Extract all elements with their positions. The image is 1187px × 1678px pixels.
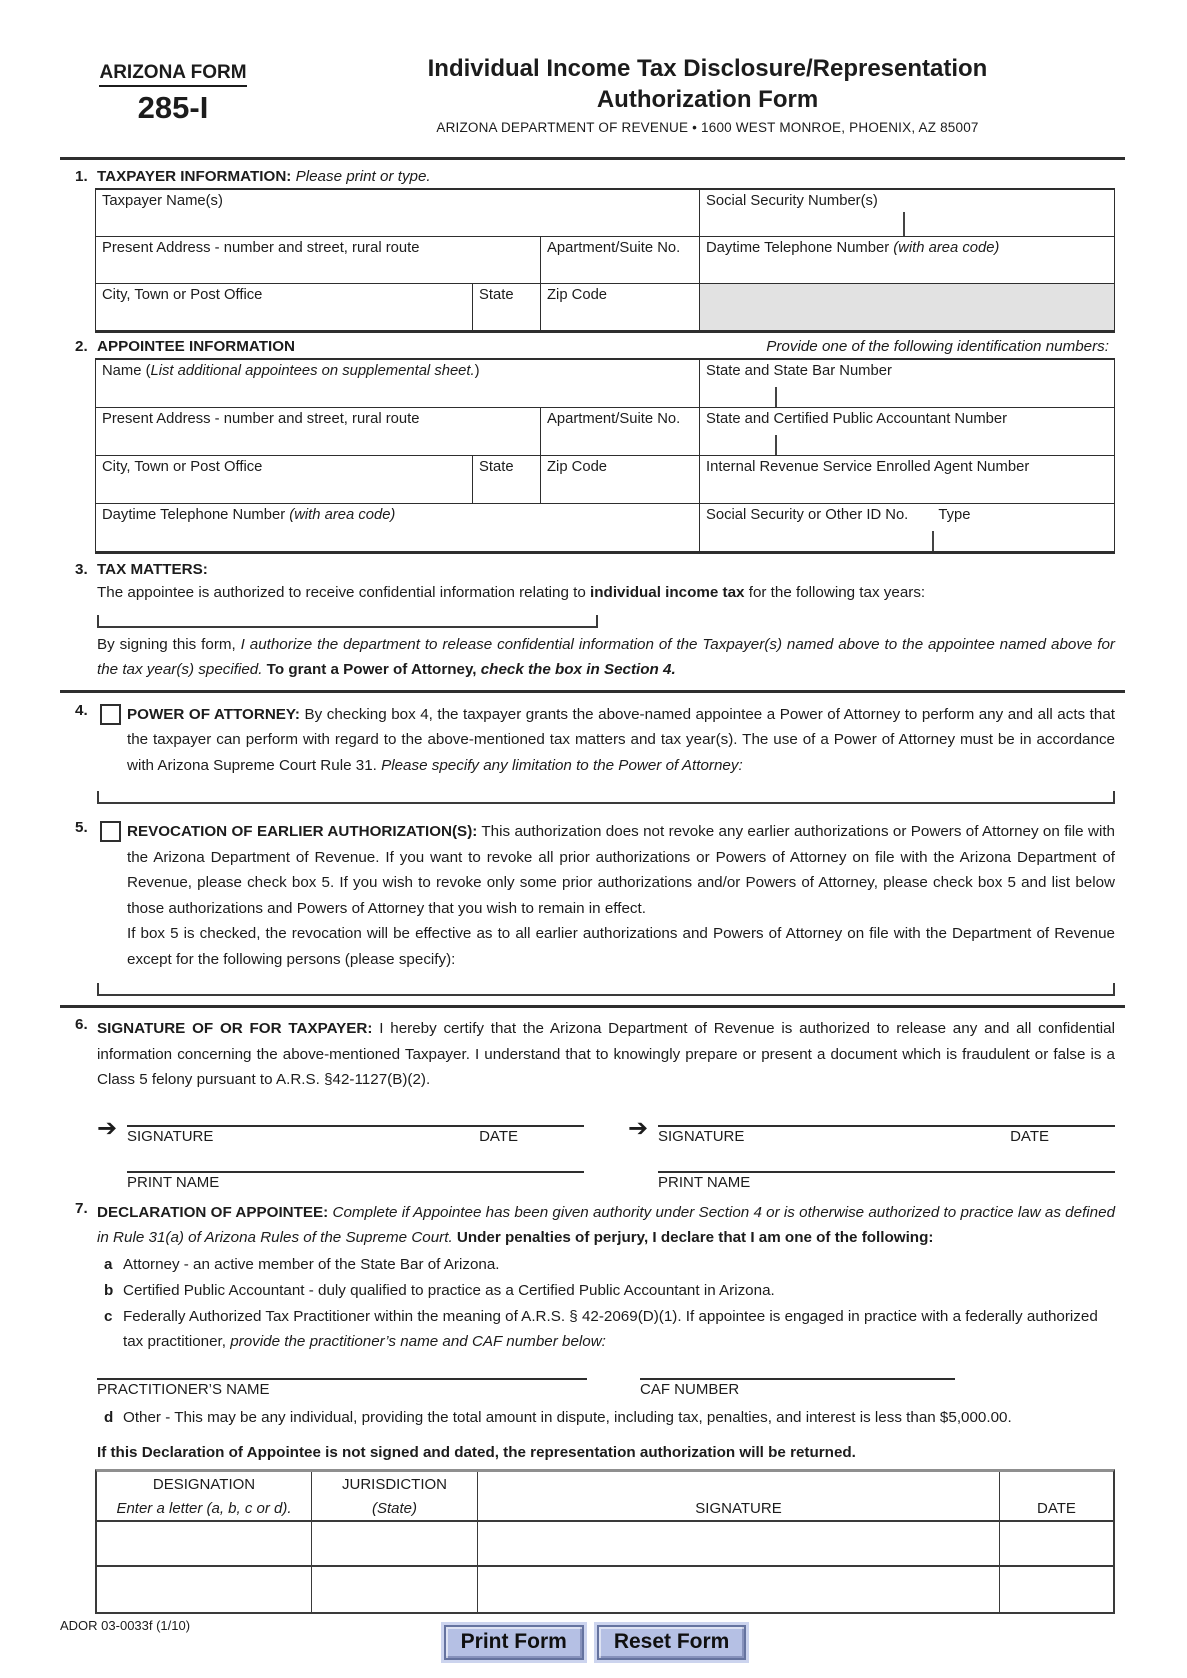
- designation-cell[interactable]: [97, 1522, 312, 1565]
- field-label: Type: [938, 507, 971, 523]
- field-label: Apartment/Suite No.: [547, 240, 681, 256]
- form-id-block: [75, 62, 271, 126]
- section2-title: APPOINTEE INFORMATION: [97, 338, 296, 355]
- designation-subheader: Enter a letter (a, b, c or d).: [116, 1499, 292, 1517]
- item-text: Attorney - an active member of the State Bar of Arizona.: [123, 1255, 500, 1273]
- section3-text: The appointee is authorized to receive confidential information relating to: [97, 584, 591, 601]
- appointee-bar-number-field[interactable]: [700, 360, 1114, 407]
- taxpayer-signature-area: [97, 1109, 1115, 1191]
- date-header: DATE: [1037, 1499, 1076, 1517]
- appointee-cpa-number-field[interactable]: [700, 408, 1114, 455]
- section3-title: TAX MATTERS:: [97, 561, 208, 578]
- section1-title: TAXPAYER INFORMATION:: [97, 168, 292, 185]
- table-row: [96, 284, 1114, 330]
- print-name-input-line[interactable]: [127, 1159, 584, 1173]
- designation-header-cell: [97, 1472, 312, 1520]
- section3-number: 3.: [75, 561, 88, 578]
- declaration-item-c: [104, 1304, 1115, 1354]
- section3-paragraph2: [75, 632, 1115, 683]
- section3-text-bolditalic: check the box in Section 4.: [480, 661, 676, 678]
- field-label: State: [479, 287, 514, 303]
- item-text: Other - This may be any individual, providing the total amount in dispute, including tax, penalties, and interest is less than $5,000.00.: [123, 1408, 1012, 1426]
- section5-title: REVOCATION OF EARLIER AUTHORIZATION(S):: [127, 823, 478, 840]
- field-divider-tick: [903, 212, 905, 236]
- section4: [75, 702, 1115, 779]
- form-label: ARIZONA FORM: [99, 62, 246, 87]
- section6-text: I hereby certify that the Arizona Department of Revenue is authorized to release any and all confidential information concerning the above-mentioned Taxpayer. I understand that to knowingly prepare or present a document which is fraudulent or false is a Class 5 felony pursuant to A.R.S. §42-1127(B)(2).: [97, 1020, 1115, 1088]
- declaration-item-d: [104, 1405, 1115, 1430]
- declaration-warning: If this Declaration of Appointee is not signed and dated, the representation authorization will be returned.: [97, 1443, 856, 1461]
- field-label-note: List additional appointees on supplemental sheet.: [150, 363, 475, 379]
- section5: [75, 819, 1115, 972]
- section4-text: By checking box 4, the taxpayer grants the above-named appointee a Power of Attorney to perform any and all acts that the taxpayer can perform with regard to the above-mentioned tax matters and tax year(s). The use of a Power of Attorney must be in accordance with Arizona Supreme Court Rule 31.: [127, 705, 1115, 774]
- item-letter: c: [104, 1307, 113, 1325]
- declaration-item-b: [104, 1278, 1115, 1303]
- section1-heading: [75, 168, 1115, 185]
- form-title-block: [300, 54, 1115, 135]
- section1-number: 1.: [75, 168, 88, 185]
- appointee-ssn-other-field[interactable]: [700, 504, 1114, 551]
- section6: [75, 1016, 1115, 1093]
- appointee-city-field[interactable]: [96, 456, 473, 503]
- signature-block-left: [97, 1109, 584, 1191]
- field-label: City, Town or Post Office: [102, 459, 263, 475]
- taxpayer-address-field[interactable]: [96, 237, 541, 283]
- section3-text-italic: I authorize the department to release confidential information of the Taxpayer(s) named above to the appointee named above for the tax year(s) specified.: [97, 635, 1115, 678]
- jurisdiction-header-cell: [312, 1472, 478, 1520]
- signature-label: SIGNATURE: [658, 1127, 745, 1145]
- field-divider-tick: [775, 435, 777, 455]
- jurisdiction-header: JURISDICTION: [342, 1475, 447, 1493]
- field-label: Apartment/Suite No.: [547, 411, 681, 427]
- section2-note: Provide one of the following identification numbers:: [766, 338, 1109, 355]
- practitioner-name-label: PRACTITIONER’S NAME: [97, 1380, 270, 1398]
- form-header: [75, 54, 1115, 148]
- section6-number: 6.: [75, 1016, 88, 1033]
- power-of-attorney-checkbox[interactable]: [100, 704, 121, 725]
- section5-text2: If box 5 is checked, the revocation will be effective as to all earlier authorizations and Powers of Attorney on file with the Department of Revenue except for the following persons (please specify):: [127, 925, 1115, 968]
- signature-input-line[interactable]: [658, 1109, 1115, 1127]
- item-text-italic: provide the practitioner’s name and CAF number below:: [230, 1332, 606, 1350]
- practitioner-row: [97, 1368, 1115, 1398]
- field-label: Social Security Number(s): [706, 193, 878, 209]
- section3-heading: [75, 561, 1115, 578]
- taxpayer-apt-field[interactable]: [541, 237, 700, 283]
- practitioner-name-input-line[interactable]: [97, 1368, 587, 1380]
- signature-block-right: [628, 1109, 1115, 1191]
- jurisdiction-cell[interactable]: [312, 1522, 478, 1565]
- designation-table: [95, 1469, 1115, 1614]
- divider-rule: [60, 1005, 1125, 1008]
- reset-form-button[interactable]: Reset Form: [597, 1625, 747, 1660]
- appointee-address-field[interactable]: [96, 408, 541, 455]
- appointee-zip-field[interactable]: [541, 456, 700, 503]
- section3-paragraph1: [75, 580, 1115, 606]
- section7-number: 7.: [75, 1199, 88, 1217]
- designation-table-row: [97, 1567, 1113, 1612]
- section7-text-italic: Complete if Appointee has been given authority under Section 4 or is otherwise authorized to practice law as defined in Rule 31(a) of Arizona Rules of the Supreme Court.: [97, 1203, 1116, 1246]
- section7-title: DECLARATION OF APPOINTEE:: [97, 1203, 329, 1221]
- declaration-item-a: [104, 1252, 1115, 1277]
- field-label-note: (with area code): [893, 240, 1000, 256]
- field-label: Present Address - number and street, rural route: [102, 411, 420, 427]
- poa-limitation-input-line[interactable]: [97, 791, 1115, 804]
- appointee-ea-number-field[interactable]: [700, 456, 1114, 503]
- print-name-label: PRINT NAME: [658, 1173, 751, 1191]
- section6-title: SIGNATURE OF OR FOR TAXPAYER:: [97, 1020, 373, 1037]
- date-label: DATE: [1010, 1127, 1049, 1145]
- section4-text-italic: Please specify any limitation to the Power of Attorney:: [381, 756, 743, 774]
- field-label: City, Town or Post Office: [102, 287, 263, 303]
- taxpayer-zip-field[interactable]: [541, 284, 700, 330]
- field-label: Zip Code: [547, 287, 608, 303]
- form-footer: [60, 1617, 1115, 1678]
- section4-number: 4.: [75, 701, 88, 719]
- caf-number-label: CAF NUMBER: [640, 1380, 740, 1398]
- section3-text: By signing this form,: [97, 635, 241, 653]
- signature-cell[interactable]: [478, 1567, 1000, 1612]
- field-label-note: (with area code): [289, 507, 396, 523]
- print-form-button[interactable]: Print Form: [444, 1625, 584, 1660]
- appointee-phone-field[interactable]: [96, 504, 700, 551]
- taxpayer-phone-field[interactable]: [700, 237, 1114, 283]
- section4-title: POWER OF ATTORNEY:: [127, 705, 300, 723]
- form-title-line2: Authorization Form: [596, 85, 819, 113]
- field-label: ): [474, 363, 480, 379]
- date-cell[interactable]: [1000, 1522, 1113, 1565]
- item-text: Federally Authorized Tax Practitioner within the meaning of A.R.S. § 42-2069(D)(1). If appointee is engaged in practice with a federally authorized tax practitioner,: [123, 1307, 1098, 1350]
- form-code: ADOR 03-0033f (1/10): [60, 1617, 191, 1633]
- table-row: [96, 360, 1114, 408]
- item-letter: b: [104, 1281, 114, 1299]
- designation-table-header: [97, 1472, 1113, 1522]
- section3-text-bold: individual income tax: [590, 584, 745, 601]
- date-header-cell: [1000, 1472, 1113, 1520]
- signature-header: SIGNATURE: [695, 1499, 782, 1517]
- section5-text: This authorization does not revoke any earlier authorizations or Powers of Attorney on file with the Arizona Department of Revenue. If you want to revoke all prior authorizations or Powers of Attorney on file with the Arizona Department of Revenue, please check box 5. If you wish to revoke only some prior authorizations and/or Powers of Attorney, please check box 5 and list below those authorizations and Powers of Attorney that you wish to remain in effect.: [127, 823, 1115, 917]
- arrow-icon: ➔: [628, 1114, 649, 1142]
- print-name-input-line[interactable]: [658, 1159, 1115, 1173]
- print-name-label: PRINT NAME: [127, 1173, 220, 1191]
- taxpayer-ssn-field[interactable]: [700, 190, 1114, 236]
- revocation-exceptions-input-line[interactable]: [97, 983, 1115, 996]
- signature-cell[interactable]: [478, 1522, 1000, 1565]
- field-label: State: [479, 459, 514, 475]
- field-label: Name (: [102, 363, 151, 379]
- field-label: Taxpayer Name(s): [102, 193, 223, 209]
- section2-heading: [75, 338, 1115, 355]
- jurisdiction-subheader: (State): [371, 1499, 417, 1517]
- field-divider-tick: [775, 387, 777, 407]
- item-letter: a: [104, 1255, 113, 1273]
- table-row: [96, 504, 1114, 551]
- divider-rule: [60, 157, 1125, 160]
- taxpayer-names-field[interactable]: [96, 190, 700, 236]
- indent-spacer: [75, 580, 97, 606]
- form-number: 285-I: [137, 90, 209, 125]
- table-row: [96, 190, 1114, 237]
- revocation-checkbox[interactable]: [100, 821, 121, 842]
- appointee-info-table: [95, 358, 1115, 554]
- field-label: State and Certified Public Accountant Number: [706, 411, 1008, 427]
- field-label: Zip Code: [547, 459, 608, 475]
- jurisdiction-cell[interactable]: [312, 1567, 478, 1612]
- taxpayer-city-field[interactable]: [96, 284, 473, 330]
- arrow-icon: ➔: [97, 1114, 118, 1142]
- field-divider-tick: [932, 531, 934, 551]
- section1-note: Please print or type.: [295, 168, 431, 185]
- indent-spacer: [75, 632, 97, 683]
- table-row: [96, 408, 1114, 456]
- section7-text-bold: Under penalties of perjury, I declare that I am one of the following:: [456, 1229, 934, 1246]
- designation-table-row: [97, 1522, 1113, 1567]
- table-row: [96, 237, 1114, 284]
- appointee-name-field[interactable]: [96, 360, 700, 407]
- signature-input-line[interactable]: [127, 1109, 584, 1127]
- item-letter: d: [104, 1408, 114, 1426]
- section2-number: 2.: [75, 338, 88, 355]
- field-label: Social Security or Other ID No.: [706, 507, 909, 523]
- date-cell[interactable]: [1000, 1567, 1113, 1612]
- signature-label: SIGNATURE: [127, 1127, 214, 1145]
- appointee-apt-field[interactable]: [541, 408, 700, 455]
- divider-rule: [60, 690, 1125, 693]
- appointee-state-field[interactable]: [473, 456, 541, 503]
- taxpayer-info-table: [95, 188, 1115, 333]
- department-address: ARIZONA DEPARTMENT OF REVENUE • 1600 WEST MONROE, PHOENIX, AZ 85007: [436, 120, 979, 136]
- pdf-buttons: [75, 1618, 1115, 1660]
- field-label: Present Address - number and street, rural route: [102, 240, 420, 256]
- section5-number: 5.: [75, 819, 88, 836]
- section3-text-bold: To grant a Power of Attorney,: [262, 661, 481, 678]
- section3-text: for the following tax years:: [744, 584, 926, 601]
- item-text: Certified Public Accountant - duly qualified to practice as a Certified Public Accountant in Arizona.: [123, 1281, 775, 1299]
- form-title-line1: Individual Income Tax Disclosure/Representation: [427, 55, 988, 82]
- tax-years-input-line[interactable]: [97, 615, 598, 628]
- field-label: Daytime Telephone Number: [706, 240, 890, 256]
- field-label: State and State Bar Number: [706, 363, 892, 379]
- signature-header-cell: [478, 1472, 1000, 1520]
- table-row: [96, 456, 1114, 504]
- field-label: Daytime Telephone Number: [102, 507, 286, 523]
- section7: [75, 1200, 1115, 1251]
- designation-header: DESIGNATION: [152, 1475, 256, 1493]
- shaded-unused-cell: [700, 284, 1114, 330]
- field-label: Internal Revenue Service Enrolled Agent Number: [706, 459, 1030, 475]
- taxpayer-state-field[interactable]: [473, 284, 541, 330]
- date-label: DATE: [479, 1127, 518, 1145]
- caf-number-input-line[interactable]: [640, 1368, 955, 1380]
- designation-cell[interactable]: [97, 1567, 312, 1612]
